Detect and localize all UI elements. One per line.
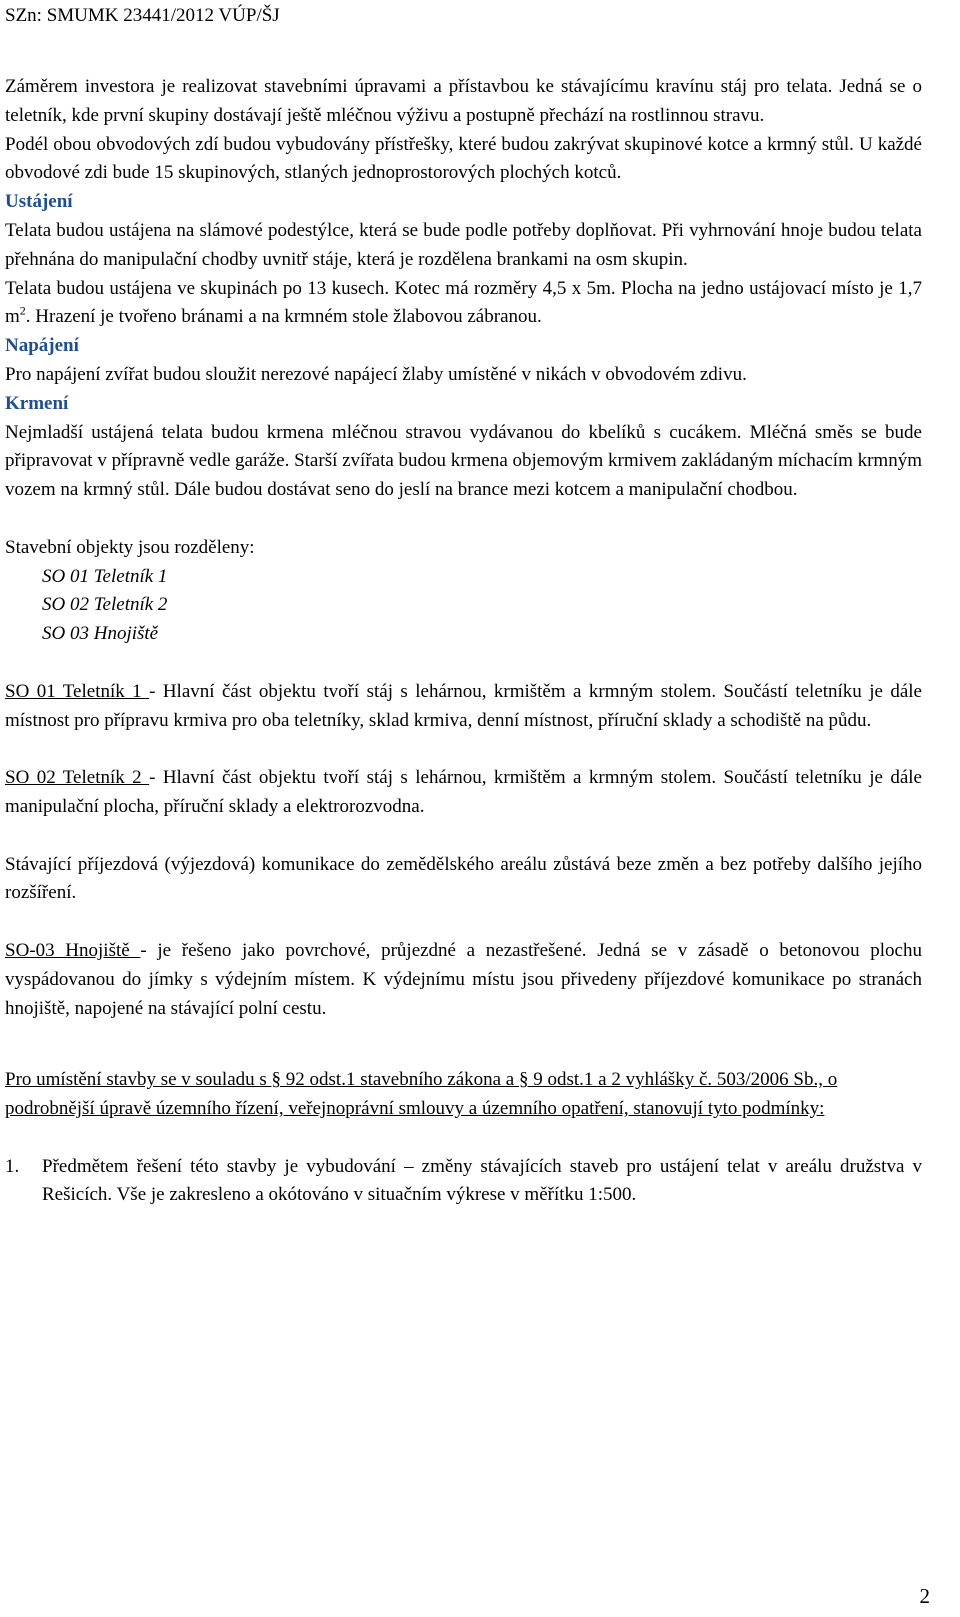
so03-label: SO-03 Hnojiště xyxy=(5,939,141,961)
objects-intro: Stavební objekty jsou rozděleny: xyxy=(5,536,255,558)
krmeni-paragraph: Nejmladší ustájená telata budou krmena mléčnou stravou vydávanou do kbelíků s cucákem. Mléčná směs se bude připravovat v přípravně vedle garáže. Starší zvířata budou krmena objemovým krmivem zakládaným míchacím krmným vozem na krmný stůl. Dále budou dostávat seno do jeslí na brance mezi kotcem a manipulační chodbou. xyxy=(5,421,922,501)
objects-list-item: SO 01 Teletník 1 xyxy=(42,565,168,587)
spacer xyxy=(5,1124,922,1153)
napajeni-paragraph: Pro napájení zvířat budou sloužit nerezové napájecí žlaby umístěné v nikách v obvodovém zdivu. xyxy=(5,363,747,385)
spacer xyxy=(5,735,922,764)
so02-paragraph xyxy=(5,764,922,822)
condition-number: 1. xyxy=(5,1155,20,1177)
condition-item-1 xyxy=(5,1153,922,1211)
objects-list-item: SO 02 Teletník 2 xyxy=(42,594,168,616)
conditions-intro: Pro umístění stavby se v souladu s § 92 odst.1 stavebního zákona a § 9 odst.1 a 2 vyhlášky č. 503/2006 Sb., o podrobnější úpravě územního řízení, veřejnoprávní smlouvy a územního opatření, stanovují tyto podmínky: xyxy=(5,1069,838,1120)
so01-paragraph xyxy=(5,678,922,736)
spacer xyxy=(5,1023,922,1066)
so02-label: SO 02 Teletník 2 xyxy=(5,767,150,789)
ustajeni-text-a: Telata budou ustájena ve skupinách po 13 kusech. Kotec má rozměry 4,5 x 5m. Plocha na jedno ustájovací místo je 1,7 m xyxy=(5,277,922,328)
spacer xyxy=(5,505,922,534)
so03-paragraph xyxy=(5,937,922,1023)
spacer xyxy=(5,908,922,937)
so01-label: SO 01 Teletník 1 xyxy=(5,680,150,702)
heading-krmeni: Krmení xyxy=(5,392,69,414)
document-reference: SZn: SMUMK 23441/2012 VÚP/ŠJ xyxy=(5,5,280,26)
ustajeni-paragraph-1: Telata budou ustájena na slámové podestýlce, která se bude podle potřeby doplňovat. Při vyhrnování hnoje budou telata přehnána do manipulační chodby uvnitř stáje, která je rozdělena brankami na osm skupin. xyxy=(5,219,922,270)
ustajeni-text-b: . Hrazení je tvořeno bránami a na krmném stole žlabovou zábranou. xyxy=(25,306,542,328)
so02-text: - Hlavní část objektu tvoří stáj s lehárnou, krmištěm a krmným stolem. Součástí teletníku je dále manipulační plocha, příruční sklady a elektrorozvodna. xyxy=(5,767,922,817)
square-superscript: 2 xyxy=(19,304,26,319)
access-road-paragraph: Stávající příjezdová (výjezdová) komunikace do zemědělského areálu zůstává beze změn a bez potřeby dalšího jejího rozšíření. xyxy=(5,853,922,904)
intro-paragraph-1: Záměrem investora je realizovat stavebními úpravami a přístavbou ke stávajícímu kravínu stáj pro telata. Jedná se o teletník, kde první skupiny dostávají ještě mléčnou výživu a postupně přechází na rostlinnou stravu. xyxy=(5,76,922,126)
heading-ustajeni: Ustájení xyxy=(5,191,73,213)
page-number: 2 xyxy=(919,1584,930,1608)
so01-text: - Hlavní část objektu tvoří stáj s lehárnou, krmištěm a krmným stolem. Součástí teletníku je dále místnost pro přípravu krmiva pro oba teletníky, sklad krmiva, denní místnost, příruční sklady a schodiště na půdu. xyxy=(5,680,922,731)
objects-list-item: SO 03 Hnojiště xyxy=(42,623,159,645)
intro-paragraph-2: Podél obou obvodových zdí budou vybudovány přístřešky, které budou zakrývat skupinové kotce a krmný stůl. U každé obvodové zdi bude 15 skupinových, stlaných jednoprostorových plochých kotců. xyxy=(5,133,922,184)
so03-text: - je řešeno jako povrchové, průjezdné a nezastřešené. Jedná se v zásadě o betonovou plochu vyspádovanou do jímky s výdejním místem. K výdejnímu místu jsou přivedeny příjezdové komunikace po stranách hnojiště, napojené na stávající polní cestu. xyxy=(5,939,922,1019)
spacer xyxy=(5,649,922,678)
document-body xyxy=(5,73,922,1210)
heading-napajeni: Napájení xyxy=(5,335,79,357)
spacer xyxy=(5,822,922,851)
ustajeni-paragraph-2 xyxy=(5,275,922,333)
condition-text: Předmětem řešení této stavby je vybudování – změny stávajících staveb pro ustájení telat v areálu družstva v Rešicích. Vše je zakresleno a okótováno v situačním výkrese v měřítku 1:500. xyxy=(42,1155,922,1206)
